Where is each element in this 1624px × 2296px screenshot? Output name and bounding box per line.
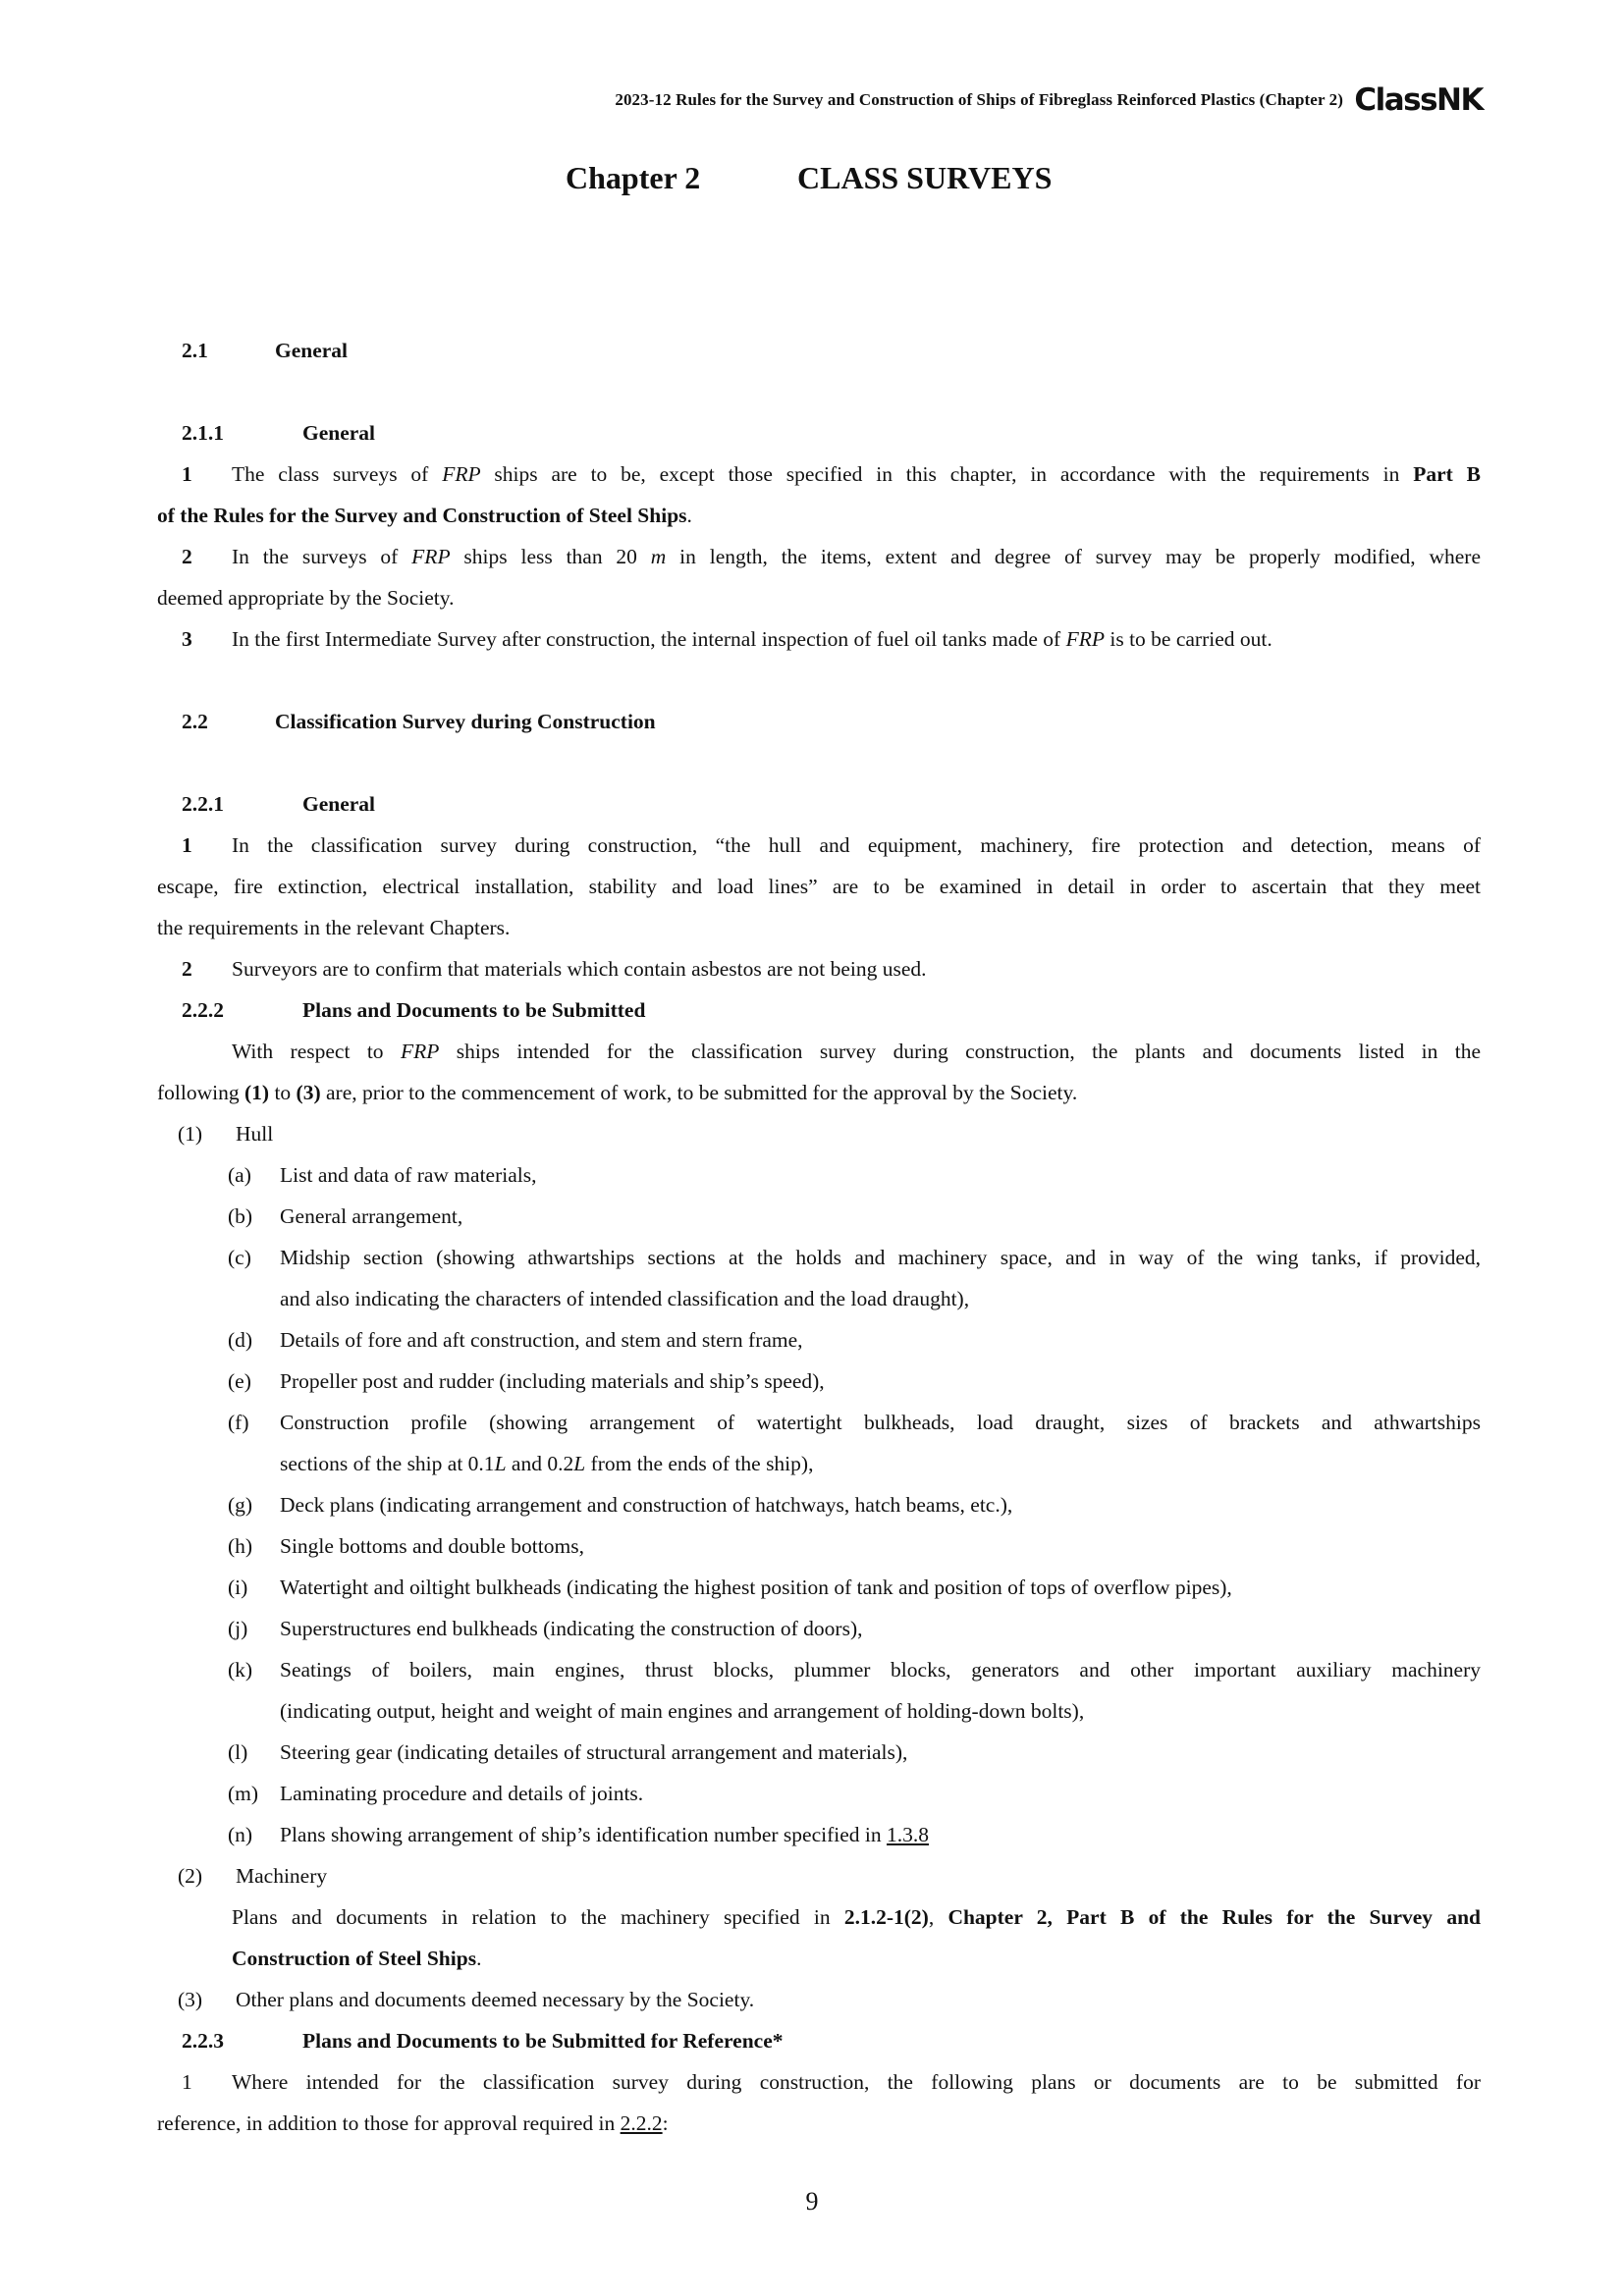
sub-item-text: Midship section (showing athwartships sections at the holds and machinery space, and in way of the wing tanks, if provided, bbox=[280, 1246, 1481, 1269]
running-header bbox=[432, 82, 1483, 122]
sub-item-letter: (b) bbox=[228, 1204, 253, 1228]
sub-item-text: Single bottoms and double bottoms, bbox=[280, 1534, 584, 1558]
section-title: Plans and Documents to be Submitted for Reference* bbox=[302, 2029, 784, 2053]
unit-metre: m bbox=[650, 545, 667, 568]
paragraph-number: 2 bbox=[182, 957, 192, 981]
section-number: 2.2.1 bbox=[182, 792, 224, 816]
sub-item bbox=[157, 1649, 1481, 1690]
paragraph-2-1-1-1-continued bbox=[157, 495, 1481, 536]
paragraph-2-1-1-2-continued: deemed appropriate by the Society. bbox=[157, 586, 455, 610]
paragraph-2-2-3-1 bbox=[157, 2061, 1481, 2103]
paragraph-2-2-1-1-line2: escape, fire extinction, electrical installation, stability and load lines” are to be examined in detail in order to ascertain that they meet bbox=[157, 875, 1481, 898]
paragraph-text: following bbox=[157, 1081, 244, 1104]
paragraph-number: 2 bbox=[182, 545, 192, 568]
link-1-3-8[interactable]: 1.3.8 bbox=[887, 1823, 929, 1846]
sub-item bbox=[157, 1319, 1481, 1361]
sub-item-text: Superstructures end bulkheads (indicating the construction of doors), bbox=[280, 1617, 863, 1640]
frp-term: FRP bbox=[442, 462, 481, 486]
sub-item-text: Deck plans (indicating arrangement and construction of hatchways, hatch beams, etc.), bbox=[280, 1493, 1013, 1517]
list-item-hull bbox=[157, 1113, 1481, 1154]
section-heading-2-1-1 bbox=[157, 412, 1481, 454]
sub-item-letter: (c) bbox=[228, 1246, 251, 1269]
sub-item-text-body: Plans showing arrangement of ship’s identification number specified in bbox=[280, 1823, 887, 1846]
sub-item-continued: (indicating output, height and weight of main engines and arrangement of holding-down bolts), bbox=[280, 1699, 1085, 1723]
running-title: 2023-12 Rules for the Survey and Construction of Ships of Fibreglass Reinforced Plastics (Chapter 2) bbox=[615, 90, 1343, 109]
paragraph-text: With respect to bbox=[232, 1040, 401, 1063]
length-symbol: L bbox=[494, 1452, 507, 1475]
length-symbol: L bbox=[573, 1452, 586, 1475]
list-label: Machinery bbox=[236, 1864, 328, 1888]
paragraph-2-1-1-1 bbox=[157, 454, 1481, 495]
section-heading-2-2-3 bbox=[157, 2020, 1481, 2061]
list-label: Hull bbox=[236, 1122, 274, 1146]
classnk-logo: ClassNK bbox=[1354, 82, 1483, 118]
sub-item bbox=[157, 1196, 1481, 1237]
sub-item-text: Seatings of boilers, main engines, thrust blocks, plummer blocks, generators and other important auxiliary machinery bbox=[280, 1658, 1481, 1682]
paragraph-text: Plans and documents in relation to the machinery specified in bbox=[232, 1905, 844, 1929]
sub-item-letter: (h) bbox=[228, 1534, 253, 1558]
sub-item-letter: (m) bbox=[228, 1782, 259, 1805]
sub-item-text: General arrangement, bbox=[280, 1204, 463, 1228]
list-number: (1) bbox=[178, 1122, 203, 1146]
sub-item bbox=[157, 1525, 1481, 1567]
sub-item-f-continued bbox=[157, 1443, 1481, 1484]
punctuation: : bbox=[662, 2111, 669, 2135]
sub-item bbox=[157, 1608, 1481, 1649]
list-label: Other plans and documents deemed necessary by the Society. bbox=[236, 1988, 755, 2011]
paragraph-text: In the first Intermediate Survey after construction, the internal inspection of fuel oil tanks made of bbox=[232, 627, 1066, 651]
sub-item-text bbox=[280, 1814, 1481, 1855]
paragraph-number: 1 bbox=[182, 462, 192, 486]
sub-item bbox=[157, 1732, 1481, 1773]
sub-item-text: sections of the ship at 0.1 bbox=[280, 1452, 495, 1475]
section-number: 2.2.3 bbox=[182, 2029, 224, 2053]
sub-item bbox=[157, 1361, 1481, 1402]
sub-item-f bbox=[157, 1402, 1481, 1443]
link-2-2-2[interactable]: 2.2.2 bbox=[620, 2111, 663, 2135]
document-body bbox=[157, 330, 1481, 2144]
sub-item-n bbox=[157, 1814, 1481, 1855]
hull-subitems-a-to-e bbox=[157, 1154, 1481, 1402]
page-number: 9 bbox=[805, 2187, 819, 2216]
sub-item-letter: (e) bbox=[228, 1369, 251, 1393]
machinery-text-continued bbox=[157, 1938, 1481, 1979]
sub-item-letter: (j) bbox=[228, 1617, 248, 1640]
list-item-other bbox=[157, 1979, 1481, 2020]
frp-term: FRP bbox=[411, 545, 451, 568]
machinery-text bbox=[157, 1896, 1481, 1938]
paragraph-2-1-1-2 bbox=[157, 536, 1481, 577]
frp-term: FRP bbox=[400, 1040, 440, 1063]
chapter-number: Chapter 2 bbox=[566, 160, 701, 195]
reference-chapter-2-part-b: Chapter 2, Part B of the Rules for the Survey and bbox=[947, 1905, 1481, 1929]
list-number: (3) bbox=[178, 1988, 203, 2011]
sub-item bbox=[157, 1154, 1481, 1196]
paragraph-number: 1 bbox=[182, 833, 192, 857]
paragraph-text: in length, the items, extent and degree of survey may be properly modified, where bbox=[666, 545, 1481, 568]
sub-item-text: List and data of raw materials, bbox=[280, 1163, 537, 1187]
section-number: 2.1 bbox=[182, 339, 208, 362]
sub-item-text: and 0.2 bbox=[506, 1452, 574, 1475]
sub-item-text: Details of fore and aft construction, and stem and stern frame, bbox=[280, 1328, 803, 1352]
paragraph-text: In the classification survey during construction, “the hull and equipment, machinery, fire protection and detection, means of bbox=[232, 833, 1481, 857]
sub-item-continued: and also indicating the characters of intended classification and the load draught), bbox=[280, 1287, 970, 1310]
section-number: 2.1.1 bbox=[182, 421, 224, 445]
section-heading-2-1 bbox=[157, 330, 1481, 371]
reference-part-b: Part B bbox=[1413, 462, 1481, 486]
paragraph-number: 3 bbox=[182, 627, 192, 651]
sub-item-letter: (i) bbox=[228, 1575, 248, 1599]
section-heading-2-2-2 bbox=[157, 989, 1481, 1031]
paragraph-text: Surveyors are to confirm that materials which contain asbestos are not being used. bbox=[232, 957, 927, 981]
sub-item-text: Steering gear (indicating detailes of structural arrangement and materials), bbox=[280, 1740, 908, 1764]
sub-item-text: Laminating procedure and details of joints. bbox=[280, 1782, 644, 1805]
sub-item bbox=[157, 1484, 1481, 1525]
paragraph-2-2-1-1-line3: the requirements in the relevant Chapters. bbox=[157, 916, 511, 939]
item-ref-3: (3) bbox=[296, 1081, 321, 1104]
sub-item-letter: (g) bbox=[228, 1493, 253, 1517]
paragraph-2-2-1-1 bbox=[157, 825, 1481, 866]
paragraph-2-2-2-intro bbox=[157, 1031, 1481, 1072]
paragraph-text: ships less than 20 bbox=[450, 545, 651, 568]
section-title: General bbox=[275, 339, 349, 362]
paragraph-number: 1 bbox=[182, 2070, 192, 2094]
section-number: 2.2.2 bbox=[182, 998, 224, 1022]
punctuation: . bbox=[686, 504, 692, 527]
sub-item-text: Construction profile (showing arrangement of watertight bulkheads, load draught, sizes of brackets and athwartships bbox=[280, 1411, 1481, 1434]
paragraph-text: reference, in addition to those for approval required in bbox=[157, 2111, 621, 2135]
section-title: Plans and Documents to be Submitted bbox=[302, 998, 646, 1022]
paragraph-text: are, prior to the commencement of work, to be submitted for the approval by the Society. bbox=[320, 1081, 1078, 1104]
paragraph-2-2-1-2 bbox=[157, 948, 1481, 989]
paragraph-2-2-2-intro-continued bbox=[157, 1072, 1481, 1113]
paragraph-text: ships intended for the classification survey during construction, the plants and documents listed in the bbox=[439, 1040, 1482, 1063]
paragraph-text: The class surveys of bbox=[232, 462, 443, 486]
sub-item-text: Propeller post and rudder (including materials and ship’s speed), bbox=[280, 1369, 825, 1393]
item-ref-1: (1) bbox=[244, 1081, 270, 1104]
punctuation: , bbox=[928, 1905, 948, 1929]
paragraph-2-1-1-3 bbox=[157, 618, 1481, 660]
section-title: Classification Survey during Construction bbox=[275, 710, 656, 733]
section-heading-2-2-1 bbox=[157, 783, 1481, 825]
paragraph-text: is to be carried out. bbox=[1104, 627, 1272, 651]
sub-item bbox=[157, 1567, 1481, 1608]
sub-item bbox=[157, 1773, 1481, 1814]
reference-steel-ships: Construction of Steel Ships bbox=[232, 1947, 477, 1970]
reference-2-1-2-1-2: 2.1.2-1(2) bbox=[843, 1905, 929, 1929]
section-title: General bbox=[302, 792, 376, 816]
paragraph-text: Where intended for the classification survey during construction, the following plans or documents are to be submitted for bbox=[232, 2070, 1481, 2094]
paragraph-text: In the surveys of bbox=[232, 545, 412, 568]
sub-item-letter: (n) bbox=[228, 1823, 253, 1846]
paragraph-text: ships are to be, except those specified in this chapter, in accordance with the requirements in bbox=[480, 462, 1414, 486]
section-title: General bbox=[302, 421, 376, 445]
list-number: (2) bbox=[178, 1864, 203, 1888]
sub-item-text: Watertight and oiltight bulkheads (indicating the highest position of tank and position of tops of overflow pipes), bbox=[280, 1575, 1232, 1599]
frp-term: FRP bbox=[1065, 627, 1105, 651]
paragraph-text: to bbox=[269, 1081, 297, 1104]
sub-item-letter: (f) bbox=[228, 1411, 249, 1434]
punctuation: . bbox=[476, 1947, 482, 1970]
sub-item-letter: (l) bbox=[228, 1740, 248, 1764]
sub-item-text: from the ends of the ship), bbox=[585, 1452, 814, 1475]
hull-subitems-g-to-m bbox=[157, 1484, 1481, 1814]
sub-item-letter: (d) bbox=[228, 1328, 253, 1352]
reference-steel-ships-rules: of the Rules for the Survey and Construction of Steel Ships bbox=[157, 504, 687, 527]
sub-item-letter: (k) bbox=[228, 1658, 253, 1682]
sub-item-letter: (a) bbox=[228, 1163, 251, 1187]
sub-item bbox=[157, 1237, 1481, 1278]
paragraph-2-2-3-1-continued bbox=[157, 2103, 1481, 2144]
section-heading-2-2 bbox=[157, 701, 1481, 742]
list-item-machinery bbox=[157, 1855, 1481, 1896]
section-number: 2.2 bbox=[182, 710, 208, 733]
chapter-name: CLASS SURVEYS bbox=[797, 160, 1053, 195]
